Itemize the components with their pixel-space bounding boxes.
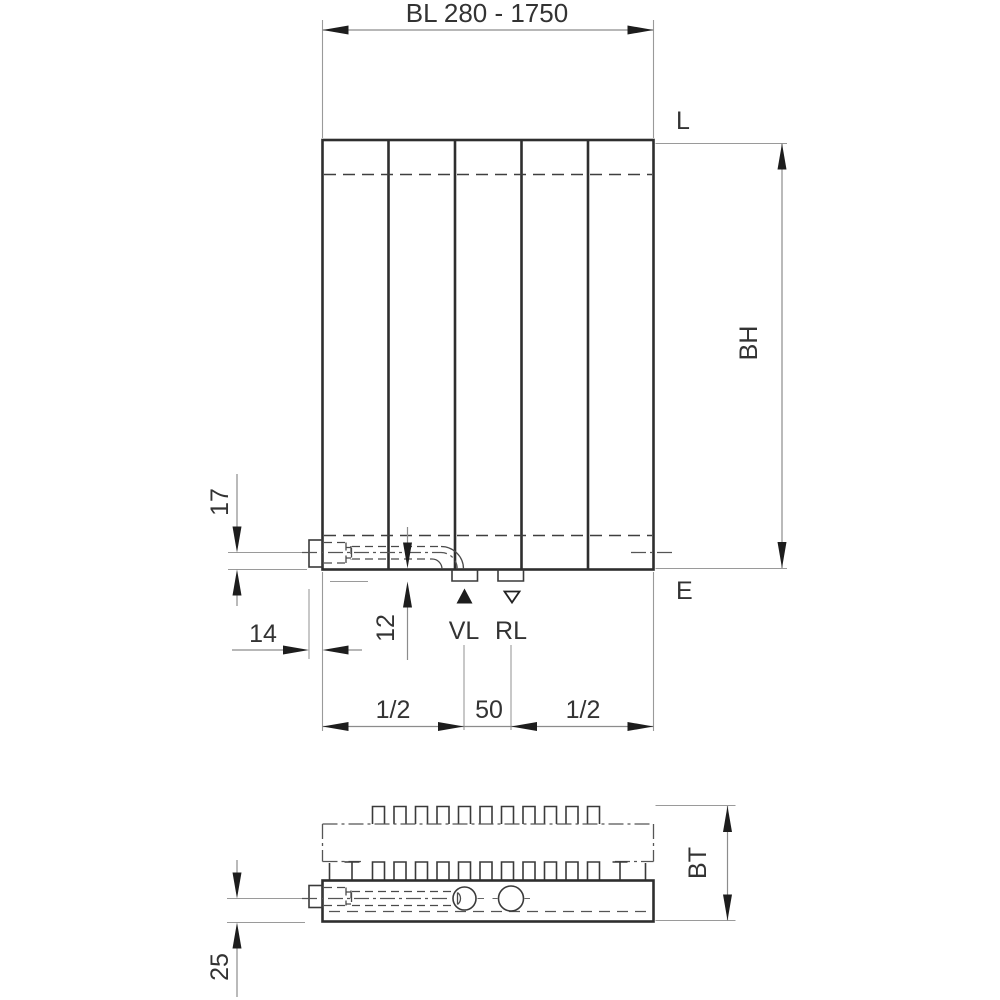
half-right-label: 1/2 <box>565 696 601 724</box>
arrow-down-icon <box>233 873 242 899</box>
height-dim-label: BH <box>735 325 763 361</box>
depth-dimension <box>656 806 736 921</box>
pipe-axis-offset-dimension <box>206 474 307 606</box>
arrow-down-icon <box>403 543 412 569</box>
panel-separators <box>389 141 589 569</box>
arrow-right-icon <box>628 26 654 35</box>
fin-row-partials <box>330 862 646 880</box>
radiator-outline <box>323 140 654 570</box>
return-port-circle <box>499 886 524 911</box>
extension-lines <box>309 572 323 731</box>
bottom-level-label: E <box>676 577 693 605</box>
wall-connector-block <box>309 540 323 567</box>
supply-triangle-icon <box>457 589 473 604</box>
return-stub <box>498 570 524 582</box>
wall-connector-block <box>309 886 323 908</box>
arrow-up-icon <box>778 144 787 170</box>
arrow-up-icon <box>233 923 242 949</box>
half-left-label: 1/2 <box>375 696 411 724</box>
phantom-envelope <box>323 824 654 862</box>
fin-row-lower <box>373 862 600 881</box>
arrow-down-icon <box>723 895 732 921</box>
stub-protrusion-label: 12 <box>372 614 400 642</box>
top-view <box>206 806 736 998</box>
phantom-side-lines <box>323 824 654 862</box>
width-dim-label: BL 280 - 1750 <box>405 0 569 28</box>
return-triangle-icon <box>505 592 520 603</box>
arrow-down-icon <box>233 527 242 553</box>
pipe-elbow-inner <box>432 559 442 569</box>
connection-assembly <box>302 540 524 581</box>
section-pipe-offset-dimension <box>206 860 305 997</box>
extension-lines <box>228 553 307 570</box>
connector-protrusion-label: 14 <box>249 620 277 648</box>
depth-dim-label: BT <box>684 847 712 879</box>
flow-markers <box>449 589 527 646</box>
arrow-up-icon <box>723 806 732 832</box>
section-connection-assembly <box>302 886 530 912</box>
hidden-fitting-body <box>324 888 346 906</box>
height-dimension <box>735 144 787 569</box>
radiator-section-body <box>323 881 654 922</box>
hidden-fitting-step <box>346 891 351 905</box>
supply-port-detail <box>458 893 461 905</box>
supply-port-circle <box>453 887 476 910</box>
supply-label: VL <box>448 617 480 645</box>
pipe-axis-offset-label: 17 <box>206 488 234 516</box>
supply-stub <box>452 570 478 582</box>
arrow-left-icon <box>511 722 537 731</box>
radiator-front-body <box>323 140 673 570</box>
arrow-down-icon <box>778 542 787 568</box>
front-view <box>206 0 787 731</box>
connection-position-dimensions <box>323 572 654 731</box>
connection-spacing-label: 50 <box>475 696 503 724</box>
level-references <box>656 107 788 605</box>
width-dimension <box>323 0 654 138</box>
arrow-up-icon <box>403 582 412 608</box>
section-pipe-offset-label: 25 <box>206 953 234 981</box>
pipe-centerline <box>302 553 457 569</box>
arrow-left-icon <box>323 722 349 731</box>
connector-protrusion-dimension <box>232 572 362 731</box>
fin-row-upper <box>373 807 600 825</box>
arrow-right-icon <box>283 646 309 655</box>
return-label: RL <box>495 617 527 645</box>
arrow-right-icon <box>628 722 654 731</box>
top-level-label: L <box>676 107 690 135</box>
extension-lines <box>323 20 654 138</box>
arrow-left-icon <box>323 646 349 655</box>
arrow-up-icon <box>233 570 242 596</box>
arrow-left-icon <box>323 26 349 35</box>
extension-lines <box>227 899 305 923</box>
arrow-right-icon <box>438 722 464 731</box>
